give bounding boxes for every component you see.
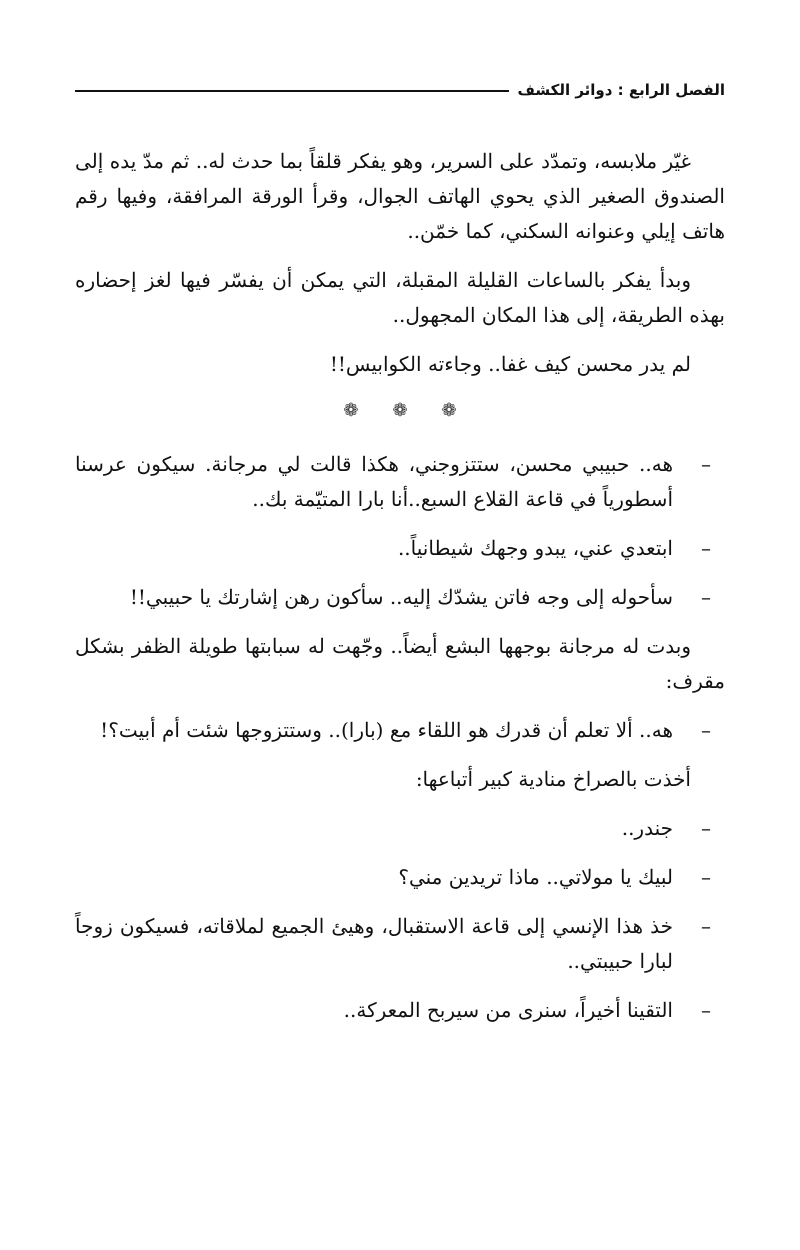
dialogue-dash: – [701,865,711,889]
dialogue-text: خذ هذا الإنسي إلى قاعة الاستقبال، وهيئ الجميع لملاقاته، فسيكون زوجاً لبارا حبيبتي.. [75,914,673,973]
dialogue-dash: – [701,452,711,476]
dialogue-text: لبيك يا مولاتي.. ماذا تريدين مني؟ [398,865,673,889]
dialogue-line [75,811,725,846]
dialogue-line [75,713,725,748]
dialogue-dash: – [701,914,711,938]
dialogue-dash: – [701,718,711,742]
dialogue-text: جندر.. [621,816,673,840]
section-break [75,400,725,421]
book-page [75,72,725,1232]
dialogue-line [75,993,725,1028]
paragraph: وبدأ يفكر بالساعات القليلة المقبلة، التي يمكن أن يفسّر فيها لغز إحضاره بهذه الطريقة، إلى هذا المكان المجهول.. [75,268,725,327]
ornament-icon: ❁ [343,400,359,421]
dialogue-line [75,909,725,979]
dialogue-text: ابتعدي عني، يبدو وجهك شيطانياً.. [397,536,673,560]
dialogue-line [75,447,725,517]
dialogue-text: هه.. حبيبي محسن، ستتزوجني، هكذا قالت لي مرجانة. سيكون عرسنا أسطورياً في قاعة القلاع السبع..أنا بارا المتيّمة بك.. [75,452,673,511]
dialogue-dash: – [701,816,711,840]
dialogue-text: سأحوله إلى وجه فاتن يشدّك إليه.. سأكون رهن إشارتك يا حبيبي!! [129,585,673,609]
dialogue-text: التقينا أخيراً، سنرى من سيربح المعركة.. [343,998,673,1022]
chapter-title: الفصل الرابع : دوائر الكشف [517,81,725,99]
dialogue-line [75,860,725,895]
dialogue-line [75,531,725,566]
dialogue-dash: – [701,998,711,1022]
dialogue-text: هه.. ألا تعلم أن قدرك هو اللقاء مع (بارا).. وستتزوجها شئت أم أبيت؟! [100,718,673,742]
dialogue-line [75,580,725,615]
dialogue-dash: – [701,585,711,609]
dialogue-dash: – [701,536,711,560]
paragraph: لم يدر محسن كيف غفا.. وجاءته الكوابيس!! [329,352,691,376]
ornament-icon: ❁ [392,400,408,421]
paragraph: وبدت له مرجانة بوجهها البشع أيضاً.. وجّهت له سبابتها طويلة الظفر بشكل مقرف: [75,634,725,693]
paragraph: أخذت بالصراخ منادية كبير أتباعها: [415,767,691,791]
paragraph: غيّر ملابسه، وتمدّد على السرير، وهو يفكر قلقاً بما حدث له.. ثم مدّ يده إلى الصندوق الصغير الذي يحوي الهاتف الجوال، وقرأ الورقة المرافقة، وفيها رقم هاتف إيلي وعنوانه السكني، كما خمّن.. [75,149,725,243]
ornament-icon: ❁ [441,400,457,421]
header-rule [75,90,509,92]
running-header [75,72,725,108]
